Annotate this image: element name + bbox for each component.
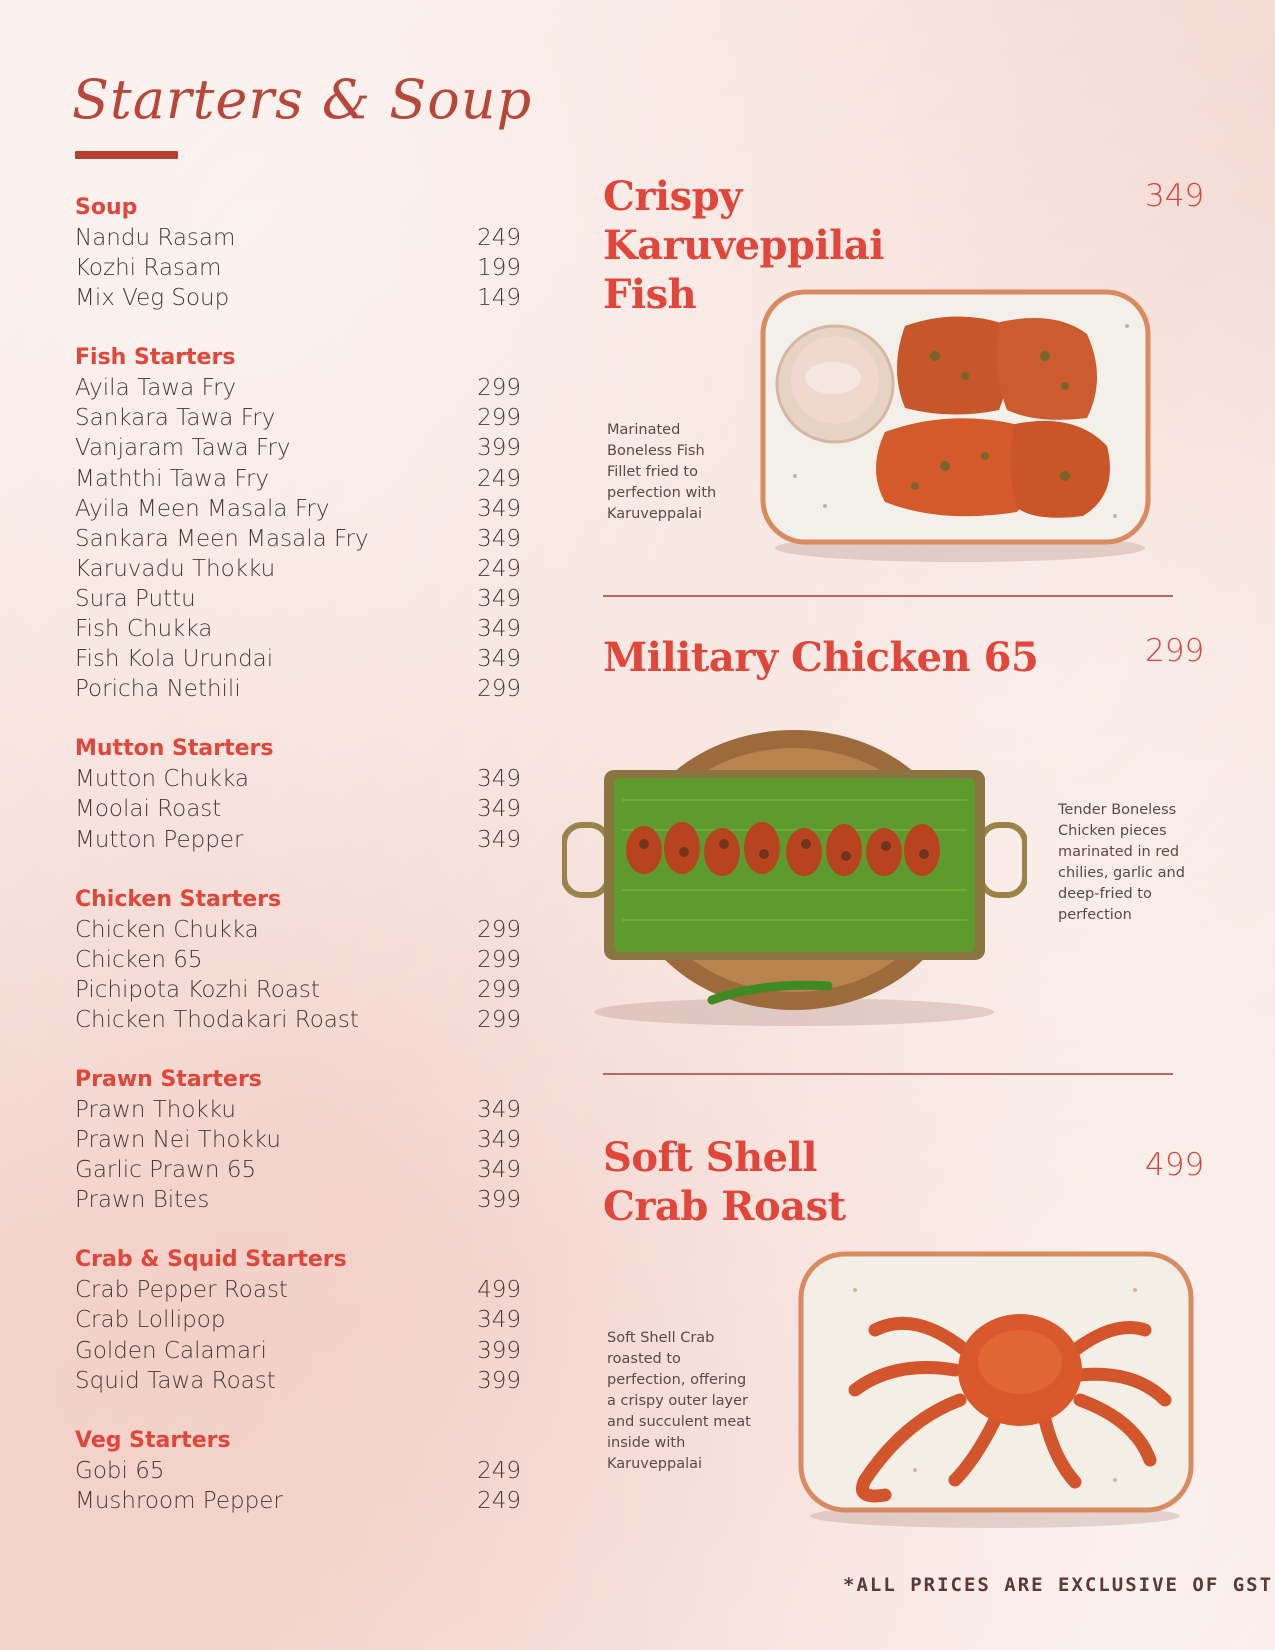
- menu-item: [75, 253, 521, 283]
- item-name: Prawn Nei Thokku: [75, 1127, 281, 1154]
- item-name: Karuvadu Thokku: [75, 555, 276, 582]
- feature-title-chicken: [603, 633, 1038, 682]
- menu-item: [75, 433, 521, 463]
- section-veg-starters: [75, 1426, 521, 1516]
- feature-price-fish: 349: [1145, 178, 1205, 214]
- item-name: Sankara Meen Masala Fry: [75, 525, 369, 552]
- desc-line: perfection, offering: [607, 1372, 747, 1388]
- desc-line: and succulent meat: [607, 1414, 751, 1430]
- menu-item: [75, 403, 521, 433]
- menu-item: [75, 1005, 521, 1035]
- menu-item: [75, 945, 521, 975]
- menu-item: [75, 283, 521, 313]
- menu-item: [75, 1336, 521, 1366]
- menu-item: [75, 1125, 521, 1155]
- section-title: Veg Starters: [75, 1427, 231, 1453]
- menu-item: [75, 524, 521, 554]
- item-name: Chicken 65: [75, 946, 203, 973]
- item-name: Gobi 65: [75, 1457, 165, 1484]
- item-price: 349: [477, 525, 521, 552]
- item-price: 399: [477, 1337, 521, 1364]
- feature-price-chicken: 299: [1145, 633, 1205, 669]
- menu-item: [75, 554, 521, 584]
- divider: [603, 595, 1173, 597]
- item-price: 349: [477, 1127, 521, 1154]
- item-name: Prawn Thokku: [75, 1096, 236, 1123]
- desc-line: Boneless Fish: [607, 443, 705, 459]
- item-name: Sura Puttu: [75, 585, 196, 612]
- desc-line: roasted to: [607, 1351, 681, 1367]
- item-price: 249: [477, 225, 521, 251]
- desc-line: Karuveppalai: [607, 506, 703, 522]
- menu-item: [75, 373, 521, 403]
- menu-item: [75, 644, 521, 674]
- feature-desc-fish: [607, 420, 716, 525]
- feature-title-line: Fish: [603, 271, 697, 318]
- section-title: Soup: [75, 195, 138, 220]
- desc-line: Chicken pieces: [1058, 823, 1167, 839]
- menu-item: [75, 1456, 521, 1486]
- desc-line: Marinated: [607, 422, 681, 438]
- item-price: 399: [477, 1187, 521, 1214]
- section-soup: [75, 193, 521, 313]
- item-name: Prawn Bites: [75, 1187, 210, 1214]
- item-price: 299: [477, 676, 521, 703]
- item-price: 299: [477, 916, 521, 943]
- item-name: Mutton Chukka: [75, 766, 249, 793]
- menu-item: [75, 584, 521, 614]
- section-chicken-starters: [75, 885, 521, 1035]
- section-title: Prawn Starters: [75, 1066, 262, 1092]
- menu-item: [75, 1486, 521, 1516]
- item-name: Crab Pepper Roast: [75, 1277, 288, 1304]
- item-price: 249: [477, 1487, 521, 1514]
- desc-line: Karuveppalai: [607, 1456, 703, 1472]
- item-price: 349: [477, 1307, 521, 1334]
- item-name: Kozhi Rasam: [75, 255, 222, 282]
- gst-note: *ALL PRICES ARE EXCLUSIVE OF GST: [843, 1574, 1274, 1596]
- desc-line: Tender Boneless: [1058, 802, 1177, 818]
- item-name: Crab Lollipop: [75, 1307, 226, 1334]
- menu-item: [75, 1155, 521, 1185]
- desc-line: Soft Shell Crab: [607, 1330, 715, 1346]
- desc-line: a crispy outer layer: [607, 1393, 749, 1409]
- item-name: Poricha Nethili: [75, 676, 241, 703]
- feature-desc-chicken: [1058, 800, 1185, 926]
- feature-desc-crab: [607, 1328, 751, 1475]
- item-price: 249: [477, 555, 521, 582]
- feature-title-line: Soft Shell: [603, 1134, 817, 1181]
- item-name: Mushroom Pepper: [75, 1487, 283, 1514]
- item-price: 349: [477, 796, 521, 823]
- item-price: 349: [477, 585, 521, 612]
- item-name: Nandu Rasam: [75, 225, 236, 251]
- feature-title-crab: [603, 1133, 846, 1231]
- desc-line: inside with: [607, 1435, 686, 1451]
- desc-line: perfection with: [607, 485, 717, 501]
- feature-title-line: Crispy: [603, 173, 742, 220]
- item-price: 349: [477, 646, 521, 673]
- menu-item: [75, 825, 521, 855]
- menu-item: [75, 915, 521, 945]
- menu-item: [75, 1095, 521, 1125]
- item-price: 349: [477, 1096, 521, 1123]
- item-name: Fish Kola Urundai: [75, 646, 274, 673]
- desc-line: perfection: [1058, 907, 1132, 923]
- item-price: 299: [477, 405, 521, 432]
- item-name: Fish Chukka: [75, 616, 213, 643]
- section-crab-squid-starters: [75, 1245, 521, 1395]
- item-price: 399: [477, 435, 521, 462]
- item-price: 299: [477, 1006, 521, 1033]
- item-name: Garlic Prawn 65: [75, 1157, 257, 1184]
- menu-item: [75, 614, 521, 644]
- item-name: Mix Veg Soup: [75, 285, 230, 312]
- item-name: Ayila Tawa Fry: [75, 375, 237, 402]
- item-price: 149: [477, 285, 521, 312]
- feature-price-crab: 499: [1145, 1147, 1205, 1183]
- item-price: 249: [477, 465, 521, 492]
- section-mutton-starters: [75, 734, 521, 854]
- crab-dish-image: [795, 1250, 1200, 1532]
- section-prawn-starters: [75, 1065, 521, 1215]
- menu-item: [75, 1305, 521, 1335]
- menu-item: [75, 1366, 521, 1396]
- divider: [603, 1073, 1173, 1075]
- section-title: Mutton Starters: [75, 736, 274, 762]
- item-price: 349: [477, 1157, 521, 1184]
- feature-title-line: Crab Roast: [603, 1183, 846, 1230]
- section-title: Crab & Squid Starters: [75, 1247, 347, 1273]
- item-price: 349: [477, 826, 521, 853]
- title-underline: [75, 151, 178, 159]
- item-name: Chicken Thodakari Roast: [75, 1006, 359, 1033]
- menu-item: [75, 494, 521, 524]
- item-name: Pichipota Kozhi Roast: [75, 976, 320, 1003]
- item-price: 349: [477, 616, 521, 643]
- item-price: 499: [477, 1277, 521, 1304]
- item-price: 299: [477, 375, 521, 402]
- item-name: Squid Tawa Roast: [75, 1367, 276, 1394]
- item-name: Maththi Tawa Fry: [75, 465, 270, 492]
- item-price: 199: [477, 255, 521, 282]
- desc-line: marinated in red: [1058, 844, 1180, 860]
- menu-list: [75, 193, 521, 1546]
- item-name: Golden Calamari: [75, 1337, 267, 1364]
- desc-line: Fillet fried to: [607, 464, 698, 480]
- desc-line: deep-fried to: [1058, 886, 1152, 902]
- menu-item: [75, 223, 521, 253]
- item-name: Mutton Pepper: [75, 826, 244, 853]
- chicken-dish-image: [562, 720, 1027, 1030]
- item-name: Sankara Tawa Fry: [75, 405, 276, 432]
- desc-line: chilies, garlic and: [1058, 865, 1185, 881]
- item-price: 349: [477, 766, 521, 793]
- item-name: Vanjaram Tawa Fry: [75, 435, 291, 462]
- section-title: Chicken Starters: [75, 886, 282, 912]
- page-title: Starters & Soup: [72, 68, 533, 131]
- item-price: 399: [477, 1367, 521, 1394]
- fish-dish-image: [755, 286, 1155, 568]
- item-name: Chicken Chukka: [75, 916, 259, 943]
- item-price: 349: [477, 495, 521, 522]
- item-name: Moolai Roast: [75, 796, 222, 823]
- item-name: Ayila Meen Masala Fry: [75, 495, 330, 522]
- feature-title-line: Karuveppilai: [603, 222, 884, 269]
- section-title: Fish Starters: [75, 345, 236, 371]
- menu-item: [75, 764, 521, 794]
- menu-item: [75, 975, 521, 1005]
- feature-title-line: Military Chicken 65: [603, 634, 1039, 681]
- section-fish-starters: [75, 343, 521, 704]
- item-price: 249: [477, 1457, 521, 1484]
- item-price: 299: [477, 976, 521, 1003]
- menu-item: [75, 1275, 521, 1305]
- item-price: 299: [477, 946, 521, 973]
- menu-item: [75, 674, 521, 704]
- menu-item: [75, 1185, 521, 1215]
- menu-item: [75, 464, 521, 494]
- menu-item: [75, 794, 521, 824]
